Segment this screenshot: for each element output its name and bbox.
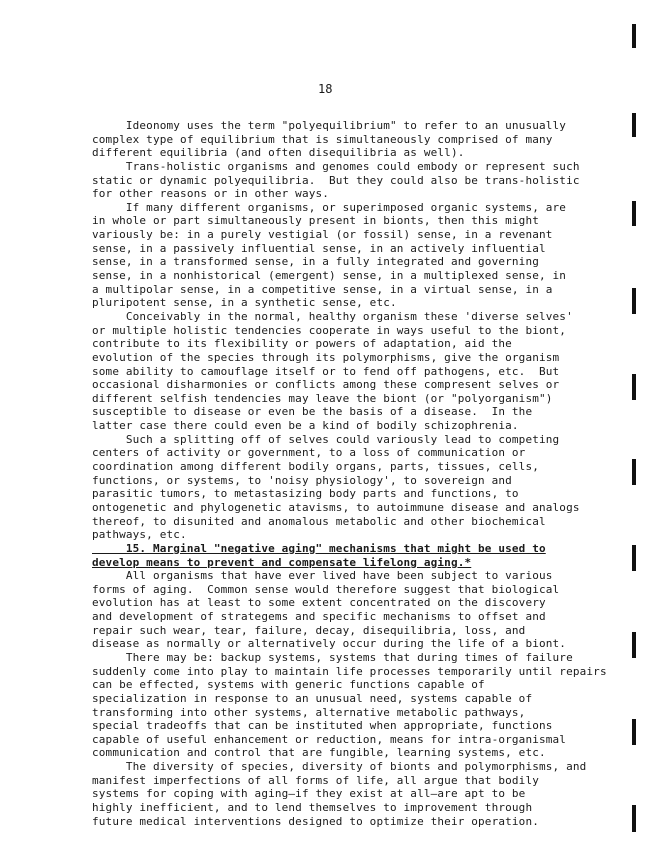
text-line: forms of aging. Common sense would therefore suggest that biological (92, 582, 560, 596)
text-line: Trans-holistic organisms and genomes could embody or represent such (92, 159, 580, 173)
text-line: future medical interventions designed to optimize their operation. (92, 814, 539, 828)
text-line: coordination among different bodily organs, parts, tissues, cells, (92, 460, 539, 474)
text-line: suddenly come into play to maintain life processes temporarily until repairs (92, 664, 607, 678)
text-line: highly inefficient, and to lend themselves to improvement through (92, 801, 533, 815)
text-line: capable of useful enhancement or reduction, means for intra-organismal (92, 732, 567, 746)
scan-margin-mark (632, 459, 636, 485)
text-line: manifest imperfections of all forms of life, all argue that bodily (92, 773, 539, 787)
text-line: repair such wear, tear, failure, decay, disequilibria, loss, and (92, 623, 526, 637)
text-line: different equilibria (and often disequilibria as well). (92, 146, 465, 160)
body-text (92, 119, 607, 828)
text-line: If many different organisms, or superimposed organic systems, are (92, 200, 567, 214)
scan-margin-mark (632, 24, 636, 48)
text-line: parasitic tumors, to metastasizing body parts and functions, to (92, 487, 519, 501)
text-line: different selfish tendencies may leave the biont (or "polyorganism") (92, 391, 553, 405)
scan-margin-mark (632, 805, 636, 832)
text-line: for other reasons or in other ways. (92, 187, 330, 201)
text-line: functions, or systems, to 'noisy physiology', to sovereign and (92, 473, 512, 487)
text-line: communication and control that are fungible, learning systems, etc. (92, 746, 546, 760)
scan-margin-mark (632, 632, 636, 658)
text-line: in whole or part simultaneously present in bionts, then this might (92, 214, 539, 228)
text-line: ontogenetic and phylogenetic atavisms, to autoimmune disease and analogs (92, 500, 580, 514)
text-line: variously be: in a purely vestigial (or fossil) sense, in a revenant (92, 228, 553, 242)
text-line: or multiple holistic tendencies cooperate in ways useful to the biont, (92, 323, 567, 337)
text-line: sense, in a nonhistorical (emergent) sense, in a multiplexed sense, in (92, 269, 567, 283)
scan-margin-mark (632, 545, 636, 571)
section-heading: 15. Marginal "negative aging" mechanisms that might be used to (92, 541, 546, 555)
scan-margin-mark (632, 374, 636, 400)
text-line: systems for coping with aging—if they exist at all—are apt to be (92, 787, 526, 801)
text-line: pluripotent sense, in a synthetic sense, etc. (92, 296, 397, 310)
text-line: specialization in response to an unusual need, systems capable of (92, 691, 533, 705)
text-line: The diversity of species, diversity of bionts and polymorphisms, and (92, 760, 587, 774)
text-line: latter case there could even be a kind of bodily schizophrenia. (92, 419, 519, 433)
text-line: complex type of equilibrium that is simultaneously comprised of many (92, 132, 553, 146)
text-line: disease as normally or alternatively occur during the life of a biont. (92, 637, 567, 651)
text-line: static or dynamic polyequilibria. But they could also be trans-holistic (92, 173, 580, 187)
text-line: a multipolar sense, in a competitive sense, in a virtual sense, in a (92, 282, 553, 296)
text-line: susceptible to disease or even be the basis of a disease. In the (92, 405, 533, 419)
text-line: sense, in a passively influential sense, in an actively influential (92, 241, 546, 255)
page-number: 18 (318, 82, 333, 96)
text-line: transforming into other systems, alternative metabolic pathways, (92, 705, 526, 719)
text-line: sense, in a transformed sense, in a fully integrated and governing (92, 255, 539, 269)
section-heading: develop means to prevent and compensate lifelong aging.* (92, 555, 472, 569)
text-line: occasional disharmonies or conflicts among these compresent selves or (92, 378, 560, 392)
text-line: There may be: backup systems, systems that during times of failure (92, 650, 573, 664)
scan-margin-mark (632, 288, 636, 314)
text-line: pathways, etc. (92, 528, 187, 542)
scan-margin-mark (632, 201, 636, 226)
text-line: All organisms that have ever lived have been subject to various (92, 569, 553, 583)
scan-margin-mark (632, 113, 636, 137)
text-line: Such a splitting off of selves could variously lead to competing (92, 432, 560, 446)
text-line: evolution of the species through its polymorphisms, give the organism (92, 350, 560, 364)
text-line: special tradeoffs that can be instituted when appropriate, functions (92, 719, 553, 733)
text-line: Ideonomy uses the term "polyequilibrium" to refer to an unusually (92, 119, 567, 132)
text-line: evolution has at least to some extent concentrated on the discovery (92, 596, 546, 610)
text-line: some ability to camouflage itself or to fend off pathogens, etc. But (92, 364, 560, 378)
text-line: contribute to its flexibility or powers of adaptation, aid the (92, 337, 512, 351)
scan-margin-mark (632, 719, 636, 745)
text-line: centers of activity or government, to a loss of communication or (92, 446, 526, 460)
text-line: thereof, to disunited and anomalous metabolic and other biochemical (92, 514, 546, 528)
text-line: and development of strategems and specific mechanisms to offset and (92, 610, 546, 624)
text-line: Conceivably in the normal, healthy organism these 'diverse selves' (92, 309, 573, 323)
text-line: can be effected, systems with generic functions capable of (92, 678, 485, 692)
